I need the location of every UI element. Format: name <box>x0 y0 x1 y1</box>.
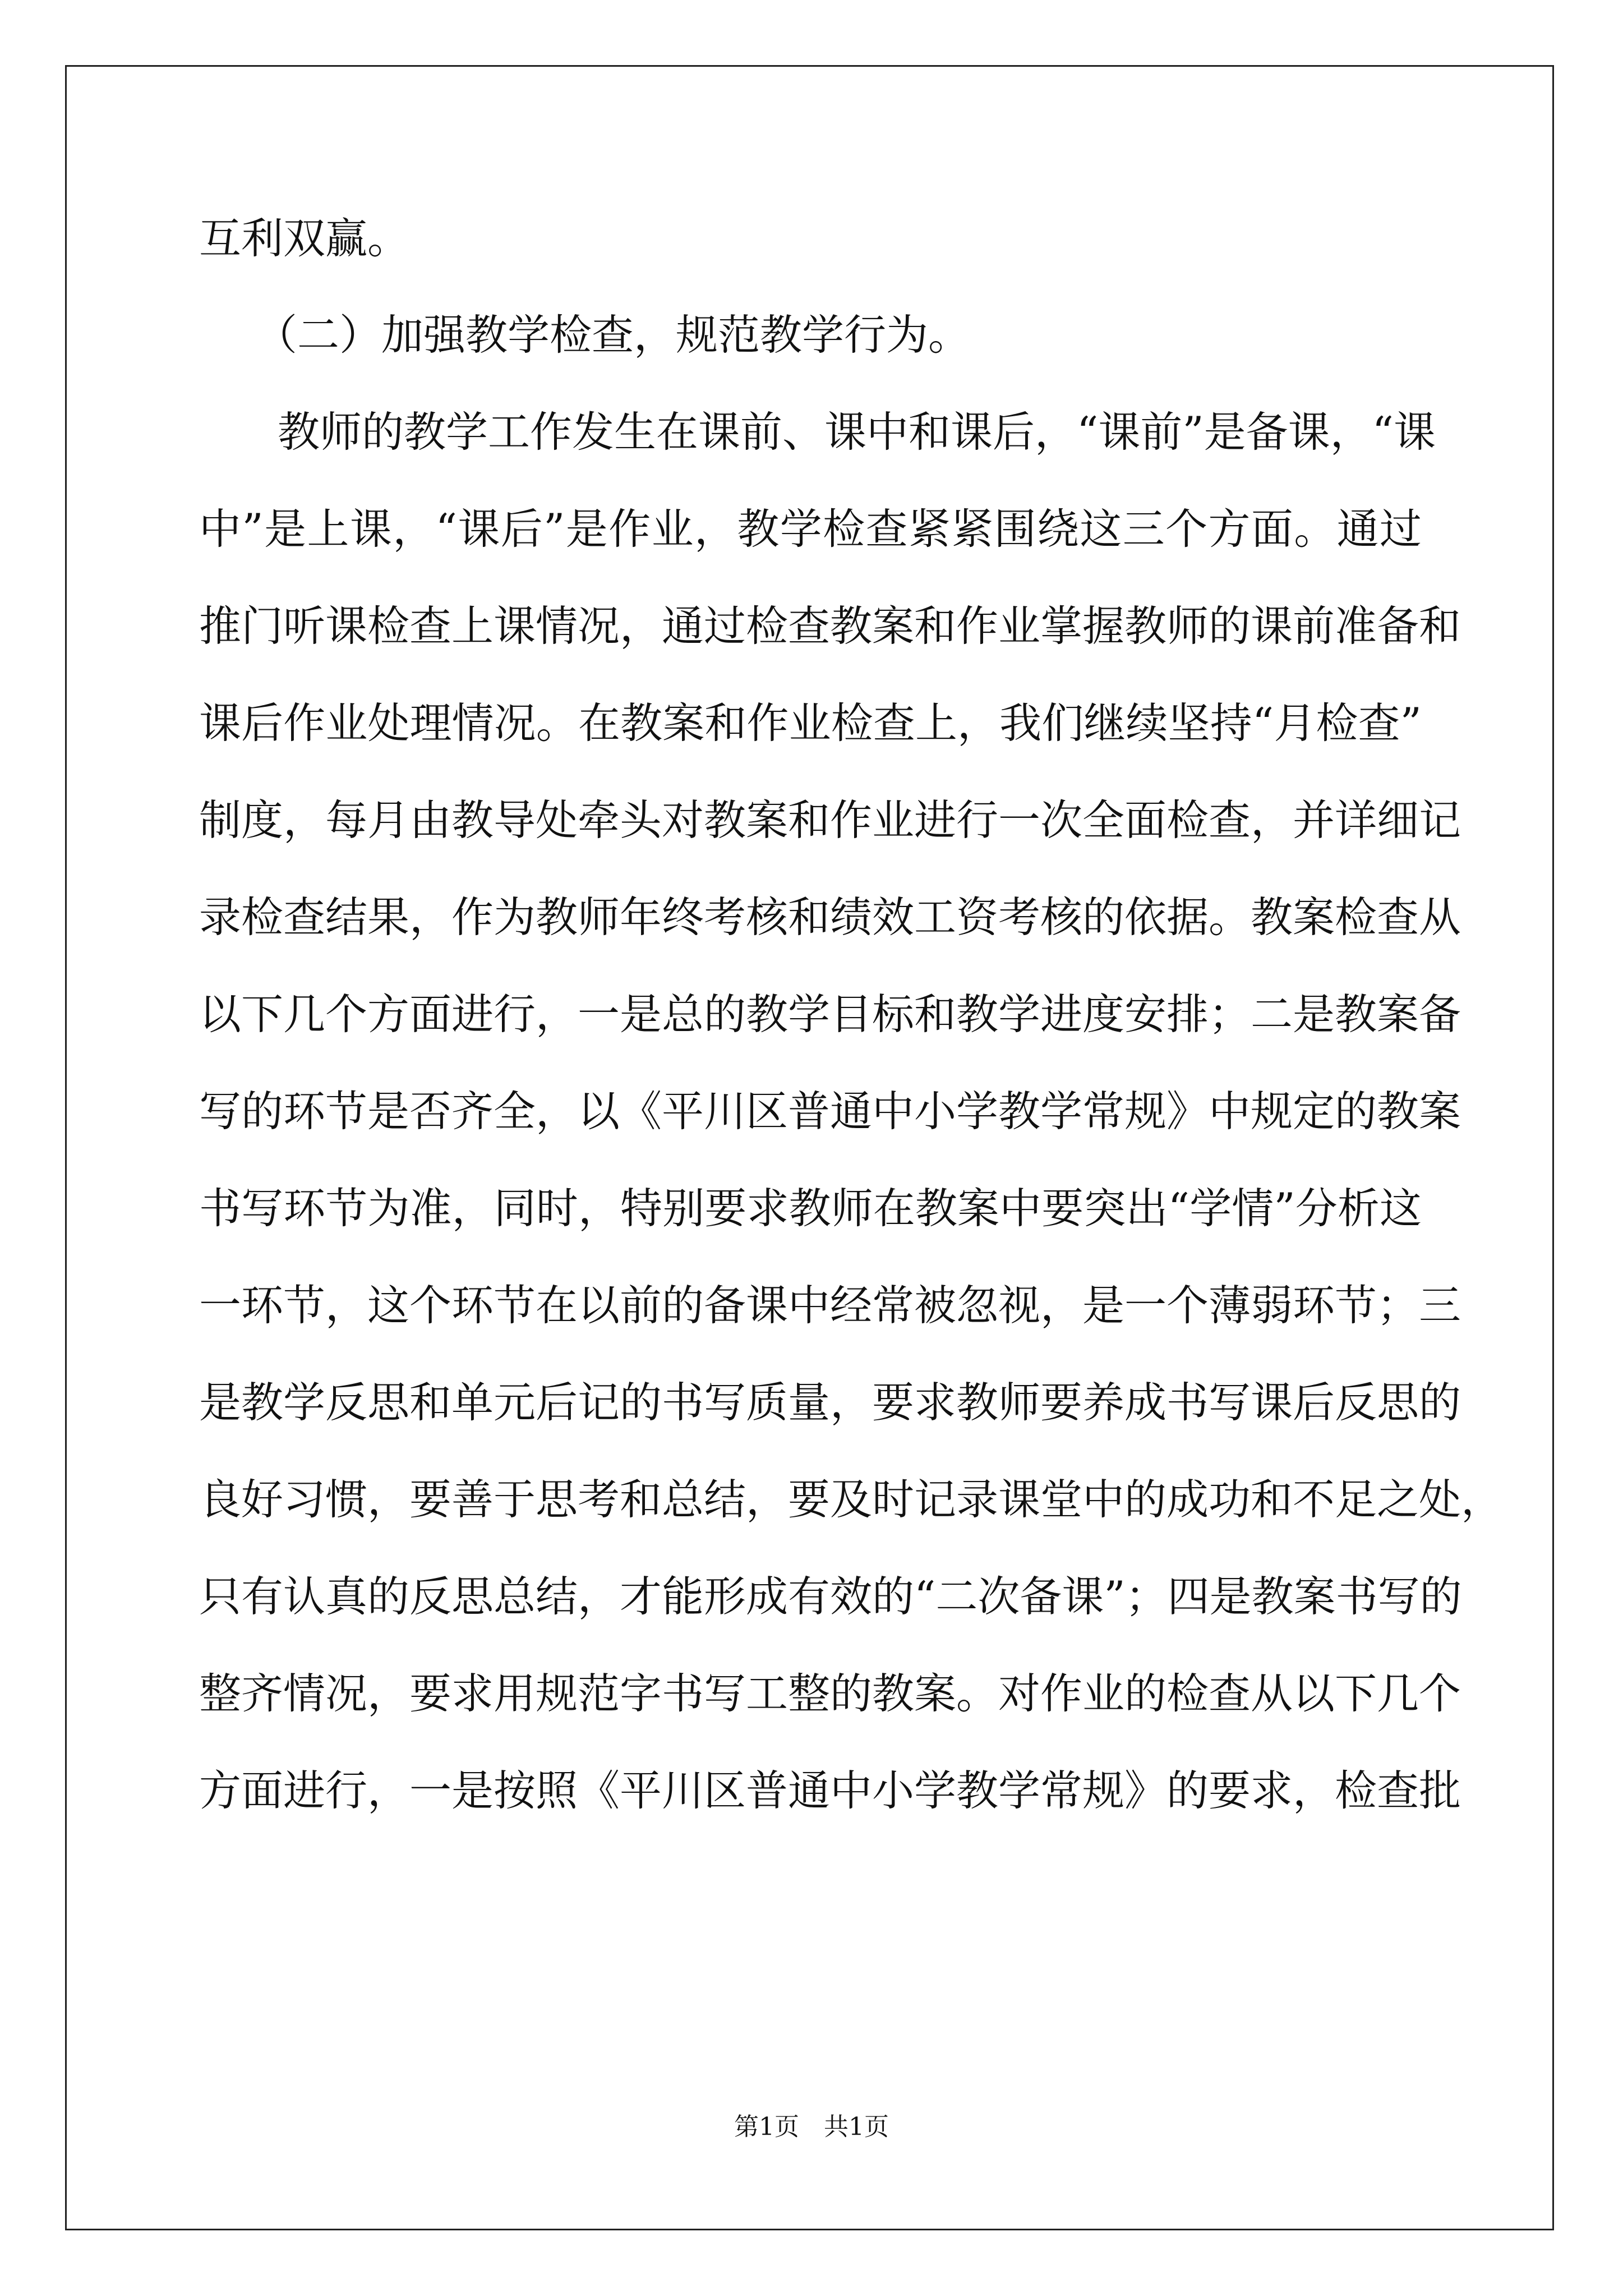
text-line-10: 写的环节是否齐全，以《平川区普通中小学教学常规》中规定的教案 <box>199 1087 1461 1136</box>
text-line-3: 教师的教学工作发生在课前、课中和课后，“课前”是备课，“课 <box>278 407 1436 457</box>
text-line-1: 互利双赢。 <box>199 214 410 263</box>
page-footer: 第1页 共1页 <box>734 2113 889 2141</box>
text-line-6: 课后作业处理情况。在教案和作业检查上，我们继续坚持“月检查” <box>199 698 1422 748</box>
text-line-14: 良好习惯，要善于思考和总结，要及时记录课堂中的成功和不足之处， <box>199 1475 1504 1524</box>
section-heading: （二）加强教学检查，规范教学行为。 <box>255 310 971 360</box>
text-line-17: 方面进行，一是按照《平川区普通中小学教学常规》的要求，检查批 <box>199 1766 1461 1815</box>
text-line-8: 录检查结果，作为教师年终考核和绩效工资考核的依据。教案检查从 <box>199 892 1461 942</box>
text-line-11: 书写环节为准，同时，特别要求教师在教案中要突出“学情”分析这 <box>199 1184 1422 1233</box>
text-line-5: 推门听课检查上课情况，通过检查教案和作业掌握教师的课前准备和 <box>199 601 1461 651</box>
text-line-9: 以下几个方面进行，一是总的教学目标和教学进度安排；二是教案备 <box>199 990 1461 1039</box>
text-line-12: 一环节，这个环节在以前的备课中经常被忽视，是一个薄弱环节；三 <box>199 1281 1461 1330</box>
text-line-13: 是教学反思和单元后记的书写质量，要求教师要养成书写课后反思的 <box>199 1378 1461 1427</box>
text-line-15: 只有认真的反思总结，才能形成有效的“二次备课”；四是教案书写的 <box>199 1572 1462 1621</box>
text-line-16: 整齐情况，要求用规范字书写工整的教案。对作业的检查从以下几个 <box>199 1669 1461 1718</box>
text-line-7: 制度，每月由教导处牵头对教案和作业进行一次全面检查，并详细记 <box>199 795 1461 845</box>
text-line-4: 中”是上课，“课后”是作业，教学检查紧紧围绕这三个方面。通过 <box>199 504 1422 554</box>
page-border <box>65 65 1554 2230</box>
